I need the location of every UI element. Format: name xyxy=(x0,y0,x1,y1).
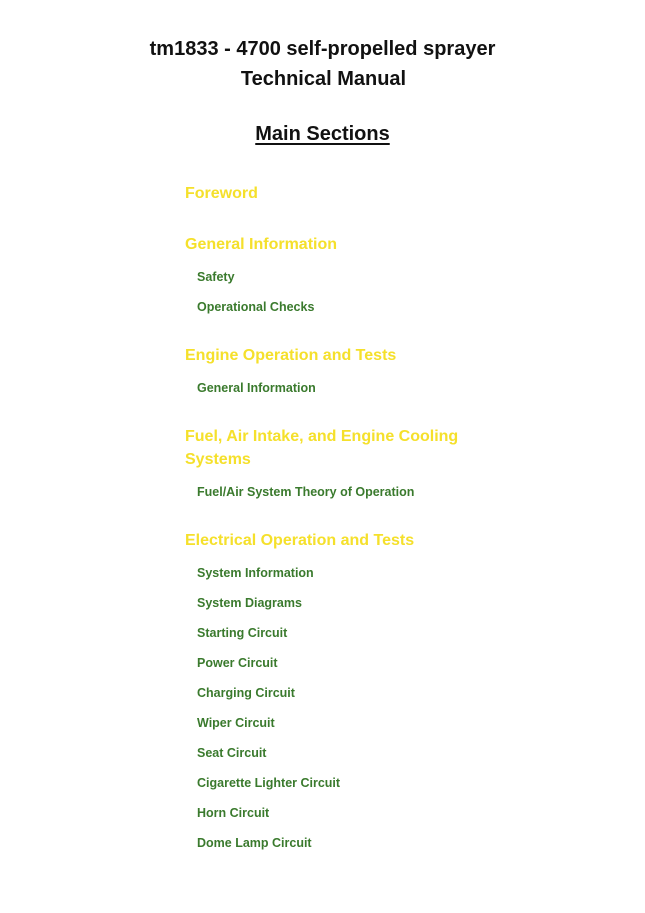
section-general-information xyxy=(185,233,505,322)
section-link-electrical-operation-and-tests[interactable]: Electrical Operation and Tests xyxy=(185,532,415,549)
section-link-engine-operation-and-tests[interactable]: Engine Operation and Tests xyxy=(185,347,397,364)
subsection-list xyxy=(185,262,505,322)
section-engine-operation-and-tests xyxy=(185,344,505,403)
section-link-fuel-air-intake-cooling[interactable]: Fuel, Air Intake, and Engine Cooling Systems xyxy=(185,428,459,468)
subsection-link-dome-lamp-circuit[interactable]: Dome Lamp Circuit xyxy=(197,836,312,850)
subsection-list xyxy=(185,558,505,858)
document-title-line-2: Technical Manual xyxy=(240,68,407,90)
table-of-contents xyxy=(185,182,505,878)
subsection-link-power-circuit[interactable]: Power Circuit xyxy=(197,656,278,670)
subsection-link-system-diagrams[interactable]: System Diagrams xyxy=(197,596,302,610)
subsection-link-seat-circuit[interactable]: Seat Circuit xyxy=(197,746,267,760)
document-title-line-1: tm1833 - 4700 self-propelled sprayer xyxy=(149,38,496,60)
subsection-link-wiper-circuit[interactable]: Wiper Circuit xyxy=(197,716,275,730)
main-sections-heading: Main Sections xyxy=(255,123,390,145)
section-foreword xyxy=(185,182,505,205)
subsection-link-fuel-air-theory[interactable]: Fuel/Air System Theory of Operation xyxy=(197,485,415,499)
section-electrical-operation-and-tests xyxy=(185,529,505,858)
subsection-link-cigarette-lighter-circuit[interactable]: Cigarette Lighter Circuit xyxy=(197,776,341,790)
subsection-link-horn-circuit[interactable]: Horn Circuit xyxy=(197,806,270,820)
document-title xyxy=(0,34,645,94)
section-link-foreword[interactable]: Foreword xyxy=(185,185,258,202)
subsection-link-operational-checks[interactable]: Operational Checks xyxy=(197,300,315,314)
section-link-general-information[interactable]: General Information xyxy=(185,236,338,253)
subsection-link-starting-circuit[interactable]: Starting Circuit xyxy=(197,626,288,640)
subsection-link-charging-circuit[interactable]: Charging Circuit xyxy=(197,686,295,700)
subsection-link-system-information[interactable]: System Information xyxy=(197,566,314,580)
subsection-link-general-information[interactable]: General Information xyxy=(197,381,316,395)
section-fuel-air-intake-cooling xyxy=(185,425,505,507)
subsection-list xyxy=(185,373,505,403)
subsection-link-safety[interactable]: Safety xyxy=(197,270,235,284)
subsection-list xyxy=(185,477,505,507)
